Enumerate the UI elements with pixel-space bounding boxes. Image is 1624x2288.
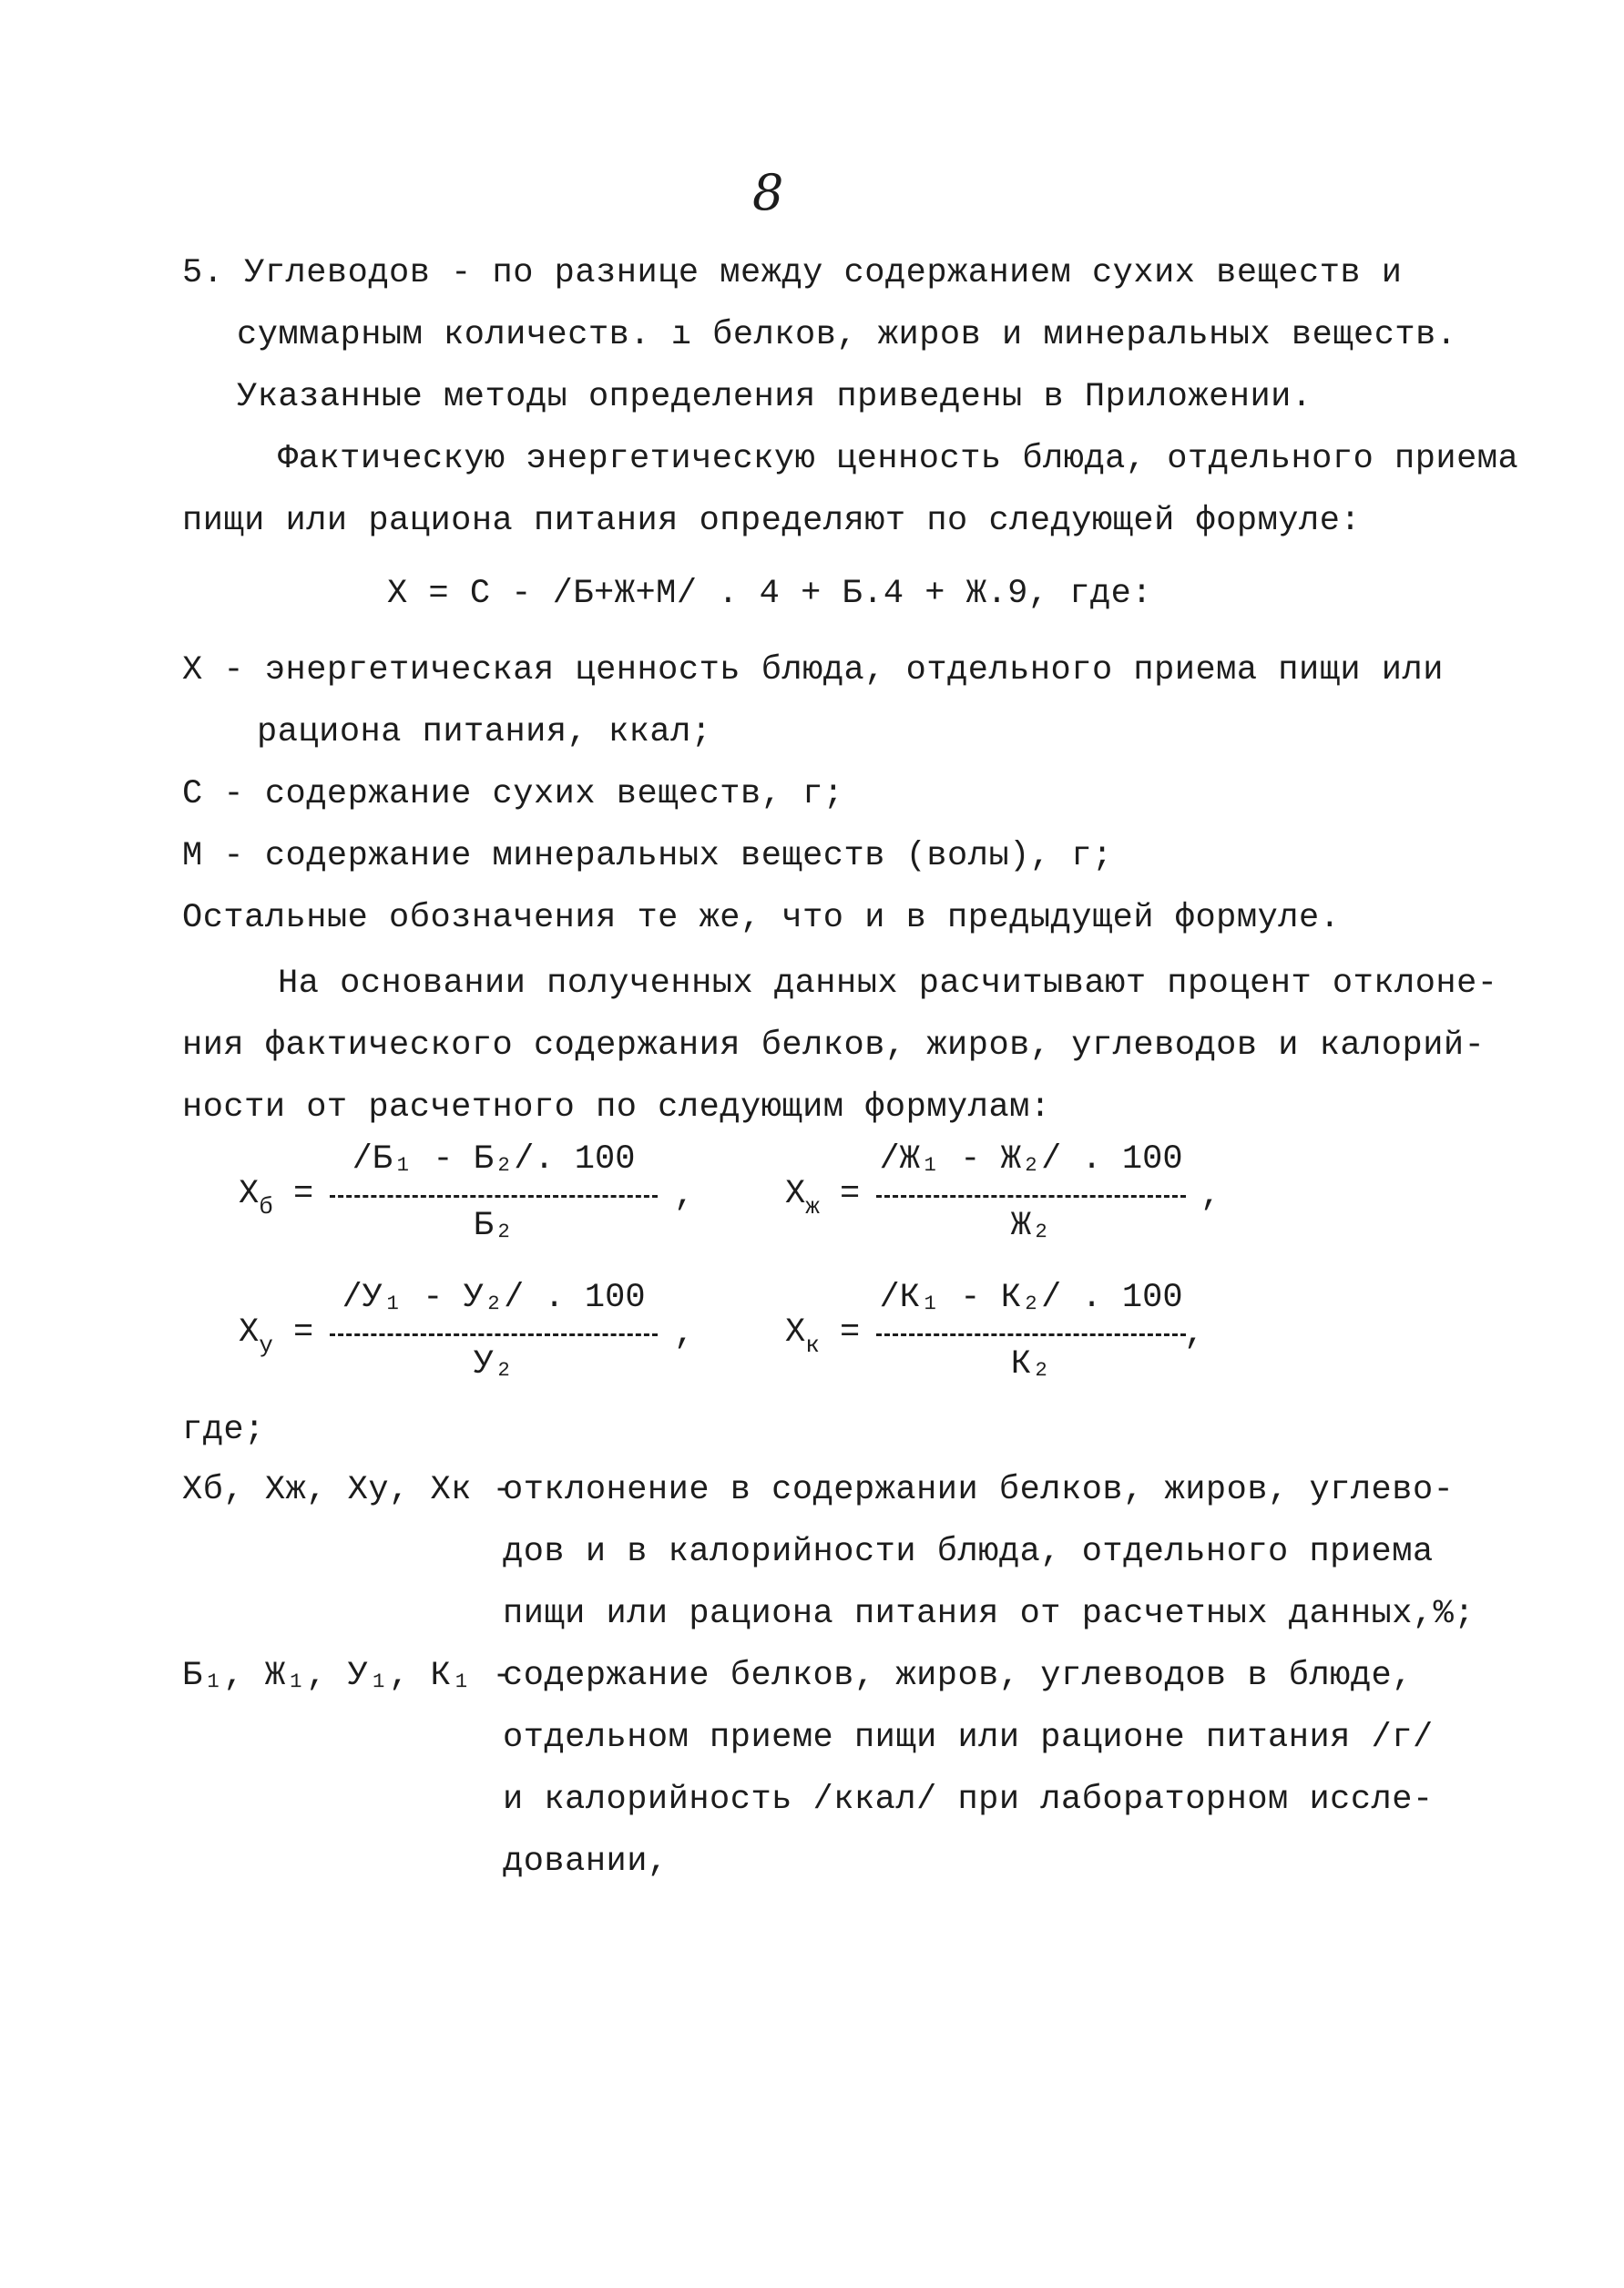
def-x-line-2: рациона питания, ккал; — [257, 713, 712, 751]
dev-line-1: На основании полученных данных расчитывают процент отклоне- — [278, 965, 1498, 1003]
def-rest-line: Остальные обозначения те же, что и в предыдущей формуле. — [182, 899, 1341, 937]
legend-def1-line-2: дов и в калорийности блюда, отдельного приема — [503, 1533, 1434, 1571]
intro-line-1: 5. Углеводов - по разнице между содержанием сухих веществ и — [182, 254, 1403, 292]
formula-xk-numerator: /К₁ - К₂/ . 100 — [879, 1279, 1183, 1317]
intro-line-2: суммарным количеств. ı белков, жиров и минеральных веществ. — [237, 316, 1457, 354]
legend-def2-line-1: содержание белков, жиров, углеводов в блюде, — [503, 1657, 1413, 1695]
dev-line-2: ния фактического содержания белков, жиров, углеводов и калорий- — [182, 1027, 1486, 1065]
def-c-line: С - содержание сухих веществ, г; — [182, 775, 844, 813]
formula-xu-denominator: У₂ — [473, 1345, 515, 1384]
formula-xk-bar — [876, 1333, 1186, 1336]
legend-def2-line-3: и калорийность /ккал/ при лабораторном иссле- — [503, 1781, 1434, 1819]
legend-def2-line-2: отдельном приеме пищи или рационе питания /г/ — [503, 1719, 1434, 1757]
formula-xu-numerator: /У₁ - У₂/ . 100 — [342, 1279, 646, 1317]
formula-xb-numerator: /Б₁ - Б₂/. 100 — [352, 1140, 636, 1179]
formula-xu-lhs: $Х_у$ = — [239, 1313, 314, 1359]
formula-xzh-denominator: Ж₂ — [1010, 1207, 1052, 1245]
formula-xb-lhs: $Х_б$ = — [239, 1175, 314, 1221]
formula-xu-comma: , — [674, 1315, 695, 1353]
def-m-line: М - содержание минеральных веществ (волы), г; — [182, 837, 1113, 875]
intro-line-5: пищи или рациона питания определяют по следующей формуле: — [182, 502, 1362, 540]
legend-symbols-1: Хб, Хж, Ху, Хк - — [182, 1471, 514, 1509]
formula-xzh-bar — [876, 1195, 1186, 1198]
formula-xb-bar — [330, 1195, 658, 1198]
intro-line-3: Указанные методы определения приведены в Приложении. — [237, 378, 1312, 416]
formula-xb-denominator: Б₂ — [473, 1207, 515, 1245]
where-label: где; — [182, 1411, 265, 1449]
formula-xb-comma: , — [674, 1177, 695, 1215]
energy-formula: X = С - /Б+Ж+М/ . 4 + Б.4 + Ж.9, где: — [387, 575, 1153, 613]
legend-def1-line-3: пищи или рациона питания от расчетных данных,%; — [503, 1595, 1476, 1633]
formula-xk-lhs: $Х_к$ = — [785, 1313, 861, 1359]
def-x-line-1: Х - энергетическая ценность блюда, отдельного приема пищи или — [182, 651, 1444, 689]
legend-def2-line-4: довании, — [503, 1843, 669, 1881]
formula-xzh-comma: , — [1200, 1177, 1221, 1215]
legend-symbols-2: Б₁, Ж₁, У₁, К₁ - — [182, 1657, 514, 1695]
page-number: 8 — [752, 164, 784, 221]
formula-xu-bar — [330, 1333, 658, 1336]
intro-line-4: Фактическую энергетическую ценность блюда, отдельного приема — [278, 440, 1519, 478]
formula-xzh-lhs: $Х_ж$ = — [785, 1175, 861, 1221]
dev-line-3: ности от расчетного по следующим формулам: — [182, 1088, 1051, 1127]
legend-def1-line-1: отклонение в содержании белков, жиров, углево- — [503, 1471, 1455, 1509]
formula-xk-comma: , — [1184, 1315, 1205, 1353]
formula-xzh-numerator: /Ж₁ - Ж₂/ . 100 — [879, 1140, 1183, 1179]
formula-xk-denominator: К₂ — [1010, 1345, 1052, 1384]
